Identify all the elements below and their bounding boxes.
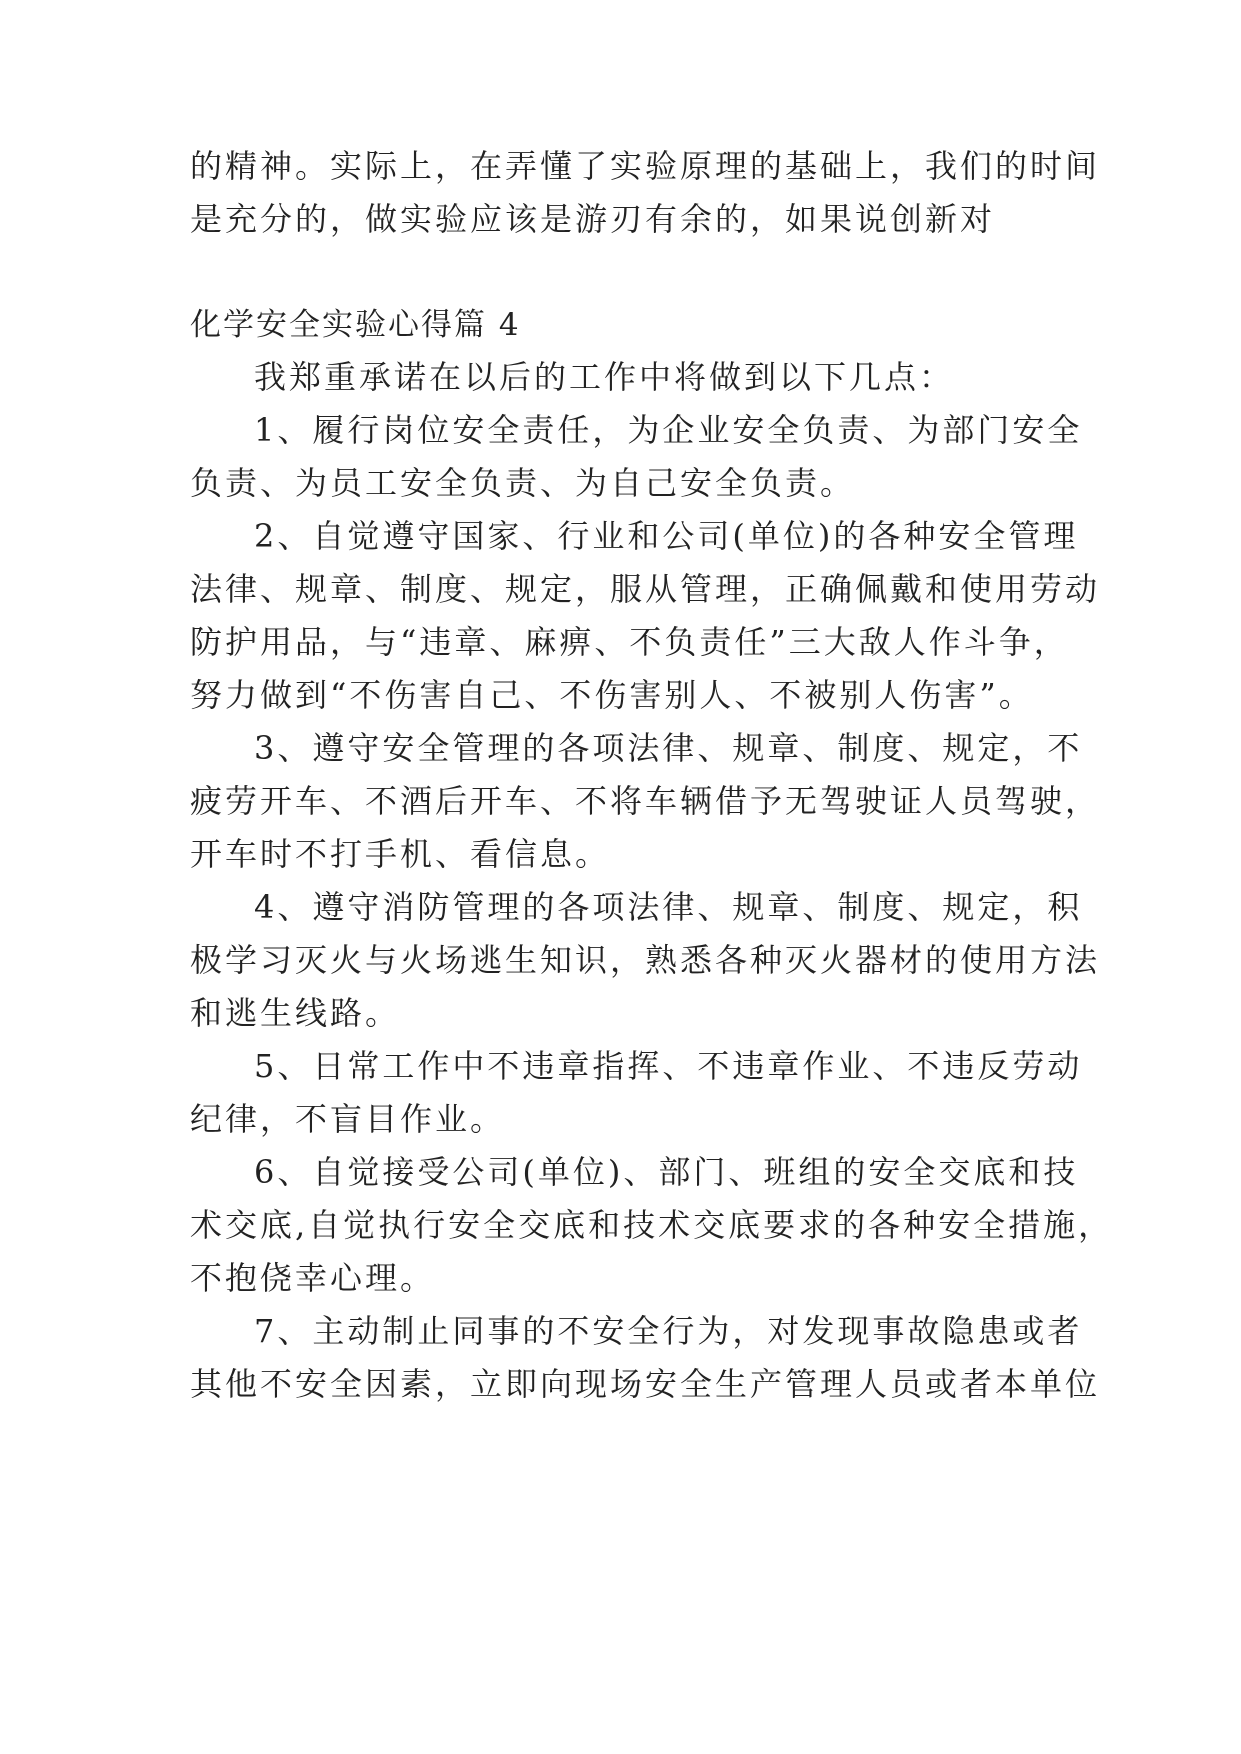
list-item-5-line: 5、日常工作中不违章指挥、不违章作业、不违反劳动 — [254, 1047, 1083, 1085]
section-title: 化学安全实验心得篇 4 — [190, 307, 521, 343]
intro-line: 的精神。实际上，在弄懂了实验原理的基础上，我们的时间 — [190, 147, 1101, 185]
document-page — [190, 0, 1114, 1754]
list-item-3-line: 开车时不打手机、看信息。 — [190, 835, 611, 873]
list-item-4-line: 和逃生线路。 — [190, 994, 401, 1032]
list-item-6-line: 术交底,自觉执行安全交底和技术交底要求的各种安全措施， — [190, 1206, 1114, 1244]
list-item-7-line: 7、主动制止同事的不安全行为，对发现事故隐患或者 — [254, 1312, 1083, 1350]
list-item-6-line: 不抱侥幸心理。 — [190, 1259, 436, 1297]
list-item-4-line: 极学习灭火与火场逃生知识，熟悉各种灭火器材的使用方法 — [190, 941, 1101, 979]
list-item-4-line: 4、遵守消防管理的各项法律、规章、制度、规定，积 — [254, 888, 1083, 926]
list-item-6-line: 6、自觉接受公司(单位)、部门、班组的安全交底和技 — [254, 1153, 1079, 1191]
lead-paragraph: 我郑重承诺在以后的工作中将做到以下几点： — [254, 358, 955, 396]
intro-line: 是充分的，做实验应该是游刃有余的，如果说创新对 — [190, 200, 996, 238]
list-item-1-line: 负责、为员工安全负责、为自己安全负责。 — [190, 464, 856, 502]
list-item-3-line: 疲劳开车、不酒后开车、不将车辆借予无驾驶证人员驾驶， — [190, 782, 1101, 820]
list-item-2-line: 法律、规章、制度、规定，服从管理，正确佩戴和使用劳动 — [190, 570, 1101, 608]
list-item-2-line: 努力做到“不伤害自己、不伤害别人、不被别人伤害”。 — [190, 676, 1034, 714]
list-item-2-line: 2、自觉遵守国家、行业和公司(单位)的各种安全管理 — [254, 517, 1079, 555]
list-item-3-line: 3、遵守安全管理的各项法律、规章、制度、规定，不 — [254, 729, 1083, 767]
list-item-2-line: 防护用品，与“违章、麻痹、不负责任”三大敌人作斗争， — [190, 623, 1069, 661]
list-item-1-line: 1、履行岗位安全责任，为企业安全负责、为部门安全 — [254, 411, 1083, 449]
list-item-7-line: 其他不安全因素，立即向现场安全生产管理人员或者本单位 — [190, 1365, 1101, 1403]
list-item-5-line: 纪律，不盲目作业。 — [190, 1100, 506, 1138]
